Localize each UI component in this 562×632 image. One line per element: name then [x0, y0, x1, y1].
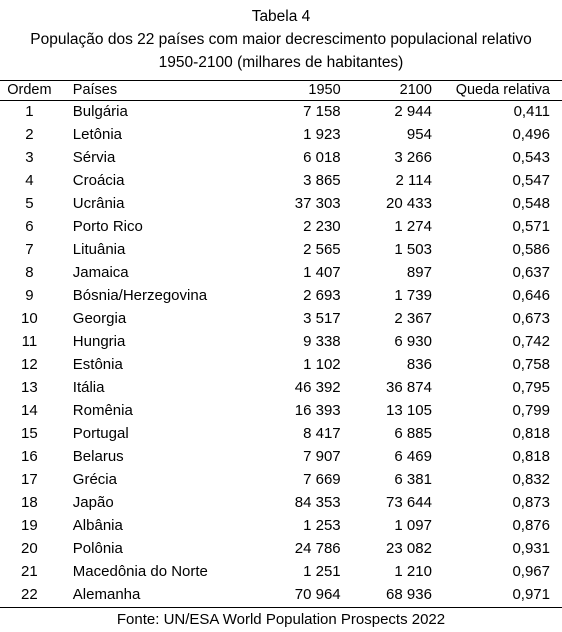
cell-rank: 2	[25, 126, 34, 143]
cell-population-2100: 1 210	[394, 563, 432, 580]
population-table	[0, 80, 562, 606]
cell-relative-decline: 0,411	[513, 103, 550, 120]
cell-population-2100: 6 469	[394, 448, 432, 465]
cell-population-1950: 7 669	[303, 471, 341, 488]
cell-country: Georgia	[72, 310, 127, 327]
cell-relative-decline: 0,543	[512, 149, 550, 166]
cell-relative-decline: 0,548	[512, 195, 550, 212]
cell-country: Itália	[72, 379, 105, 396]
cell-population-2100: 1 739	[394, 287, 432, 304]
cell-relative-decline: 0,818	[512, 448, 550, 465]
cell-rank: 13	[21, 379, 38, 396]
table-row	[0, 330, 562, 353]
cell-population-1950: 84 353	[294, 494, 341, 511]
cell-rank: 7	[25, 241, 34, 258]
cell-rank: 10	[21, 310, 38, 327]
table-row	[0, 123, 562, 146]
cell-population-2100: 2 114	[395, 172, 432, 189]
cell-population-2100: 68 936	[386, 586, 432, 603]
cell-relative-decline: 0,758	[512, 356, 550, 373]
table-row	[0, 376, 562, 399]
cell-population-2100: 6 381	[394, 471, 432, 488]
table-row	[0, 307, 562, 330]
cell-country: Belarus	[72, 448, 124, 465]
cell-population-1950: 70 964	[294, 586, 341, 603]
cell-relative-decline: 0,547	[512, 172, 550, 189]
cell-relative-decline: 0,967	[512, 563, 550, 580]
cell-population-2100: 36 874	[386, 379, 432, 396]
cell-population-1950: 2 565	[303, 241, 341, 258]
cell-population-2100: 836	[406, 356, 432, 373]
cell-population-1950: 1 102	[303, 356, 341, 373]
table-row	[0, 537, 562, 560]
cell-population-1950: 9 338	[303, 333, 341, 350]
cell-country: Jamaica	[72, 264, 129, 281]
cell-relative-decline: 0,799	[512, 402, 550, 419]
cell-population-2100: 897	[406, 264, 432, 281]
cell-population-1950: 1 407	[303, 264, 341, 281]
cell-country: Porto Rico	[72, 218, 143, 235]
cell-population-1950: 8 417	[303, 425, 341, 442]
cell-relative-decline: 0,832	[512, 471, 550, 488]
cell-population-1950: 2 230	[303, 218, 341, 235]
cell-country: Croácia	[72, 172, 125, 189]
cell-population-1950: 3 865	[303, 172, 341, 189]
table-row	[0, 560, 562, 583]
cell-population-1950: 6 018	[303, 149, 341, 166]
cell-rank: 18	[21, 494, 38, 511]
table-row	[0, 583, 562, 606]
table-subtitle: 1950-2100 (milhares de habitantes)	[158, 54, 404, 71]
cell-relative-decline: 0,873	[512, 494, 550, 511]
cell-population-2100: 1 097	[394, 517, 432, 534]
cell-rank: 11	[21, 333, 38, 350]
cell-rank: 12	[21, 356, 38, 373]
cell-population-2100: 954	[406, 126, 432, 143]
cell-rank: 22	[21, 586, 38, 603]
cell-relative-decline: 0,586	[512, 241, 550, 258]
cell-relative-decline: 0,971	[512, 586, 550, 603]
table-number: Tabela 4	[251, 8, 311, 25]
cell-population-2100: 3 266	[394, 149, 432, 166]
cell-country: Lituânia	[72, 241, 126, 258]
cell-rank: 16	[21, 448, 38, 465]
cell-population-1950: 3 517	[303, 310, 341, 327]
cell-relative-decline: 0,876	[512, 517, 550, 534]
cell-country: Bulgária	[72, 103, 128, 120]
cell-rank: 8	[25, 264, 34, 281]
table-row	[0, 353, 562, 376]
cell-country: Hungria	[72, 333, 126, 350]
cell-population-1950: 16 393	[294, 402, 341, 419]
table-row	[0, 146, 562, 169]
cell-population-1950: 24 786	[294, 540, 341, 557]
cell-rank: 5	[25, 195, 34, 212]
cell-country: Romênia	[72, 402, 133, 419]
bottom-rule	[0, 607, 562, 608]
cell-population-1950: 7 158	[303, 103, 341, 120]
cell-population-2100: 6 885	[394, 425, 432, 442]
cell-relative-decline: 0,646	[512, 287, 550, 304]
table-row	[0, 468, 562, 491]
cell-rank: 20	[21, 540, 38, 557]
cell-population-1950: 1 251	[303, 563, 341, 580]
table-row	[0, 445, 562, 468]
table-row	[0, 514, 562, 537]
cell-country: Letônia	[72, 126, 123, 143]
table-row	[0, 284, 562, 307]
cell-population-1950: 46 392	[294, 379, 341, 396]
table-row	[0, 192, 562, 215]
cell-country: Macedônia do Norte	[72, 563, 208, 580]
cell-rank: 14	[21, 402, 38, 419]
table-row	[0, 238, 562, 261]
table-row	[0, 169, 562, 192]
cell-population-2100: 1 274	[394, 218, 432, 235]
cell-rank: 3	[25, 149, 34, 166]
cell-country: Albânia	[72, 517, 123, 534]
cell-population-1950: 1 253	[303, 517, 341, 534]
table-row	[0, 422, 562, 445]
table-row	[0, 261, 562, 284]
cell-relative-decline: 0,673	[512, 310, 550, 327]
cell-relative-decline: 0,818	[512, 425, 550, 442]
table-title: População dos 22 países com maior decrescimento populacional relativo	[30, 31, 532, 48]
source-note: Fonte: UN/ESA World Population Prospects 2022	[116, 611, 446, 628]
cell-country: Bósnia/Herzegovina	[72, 287, 208, 304]
cell-rank: 15	[21, 425, 38, 442]
table-body	[0, 100, 562, 606]
cell-population-2100: 2 944	[394, 103, 432, 120]
cell-population-1950: 37 303	[294, 195, 341, 212]
cell-rank: 9	[25, 287, 34, 304]
cell-country: Sérvia	[72, 149, 116, 166]
cell-country: Japão	[72, 494, 114, 511]
cell-population-2100: 20 433	[386, 195, 432, 212]
cell-country: Estônia	[72, 356, 123, 373]
cell-relative-decline: 0,931	[512, 540, 550, 557]
table-row	[0, 215, 562, 238]
cell-country: Ucrânia	[72, 195, 125, 212]
cell-population-2100: 73 644	[386, 494, 432, 511]
cell-rank: 21	[21, 563, 38, 580]
cell-country: Polônia	[72, 540, 123, 557]
cell-population-1950: 2 693	[303, 287, 341, 304]
header-country: Países	[72, 82, 118, 98]
cell-relative-decline: 0,795	[512, 379, 550, 396]
cell-relative-decline: 0,571	[512, 218, 550, 235]
cell-relative-decline: 0,637	[512, 264, 550, 281]
header-2100: 2100	[399, 82, 432, 98]
cell-rank: 17	[21, 471, 38, 488]
cell-country: Grécia	[72, 471, 117, 488]
cell-population-2100: 1 503	[394, 241, 432, 258]
table-row	[0, 399, 562, 422]
cell-rank: 19	[21, 517, 38, 534]
cell-country: Alemanha	[72, 586, 141, 603]
header-row	[0, 80, 562, 100]
cell-country: Portugal	[72, 425, 129, 442]
cell-population-1950: 7 907	[303, 448, 341, 465]
cell-rank: 6	[25, 218, 34, 235]
header-rank: Ordem	[7, 82, 52, 98]
cell-rank: 1	[25, 103, 34, 120]
header-relative-decline: Queda relativa	[455, 82, 550, 98]
cell-rank: 4	[25, 172, 34, 189]
cell-relative-decline: 0,742	[512, 333, 550, 350]
cell-population-2100: 23 082	[386, 540, 432, 557]
cell-population-2100: 13 105	[386, 402, 432, 419]
cell-population-2100: 6 930	[394, 333, 432, 350]
header-1950: 1950	[308, 82, 341, 98]
table-row	[0, 491, 562, 514]
cell-population-1950: 1 923	[303, 126, 341, 143]
cell-population-2100: 2 367	[394, 310, 432, 327]
table-row	[0, 100, 562, 123]
cell-relative-decline: 0,496	[512, 126, 550, 143]
